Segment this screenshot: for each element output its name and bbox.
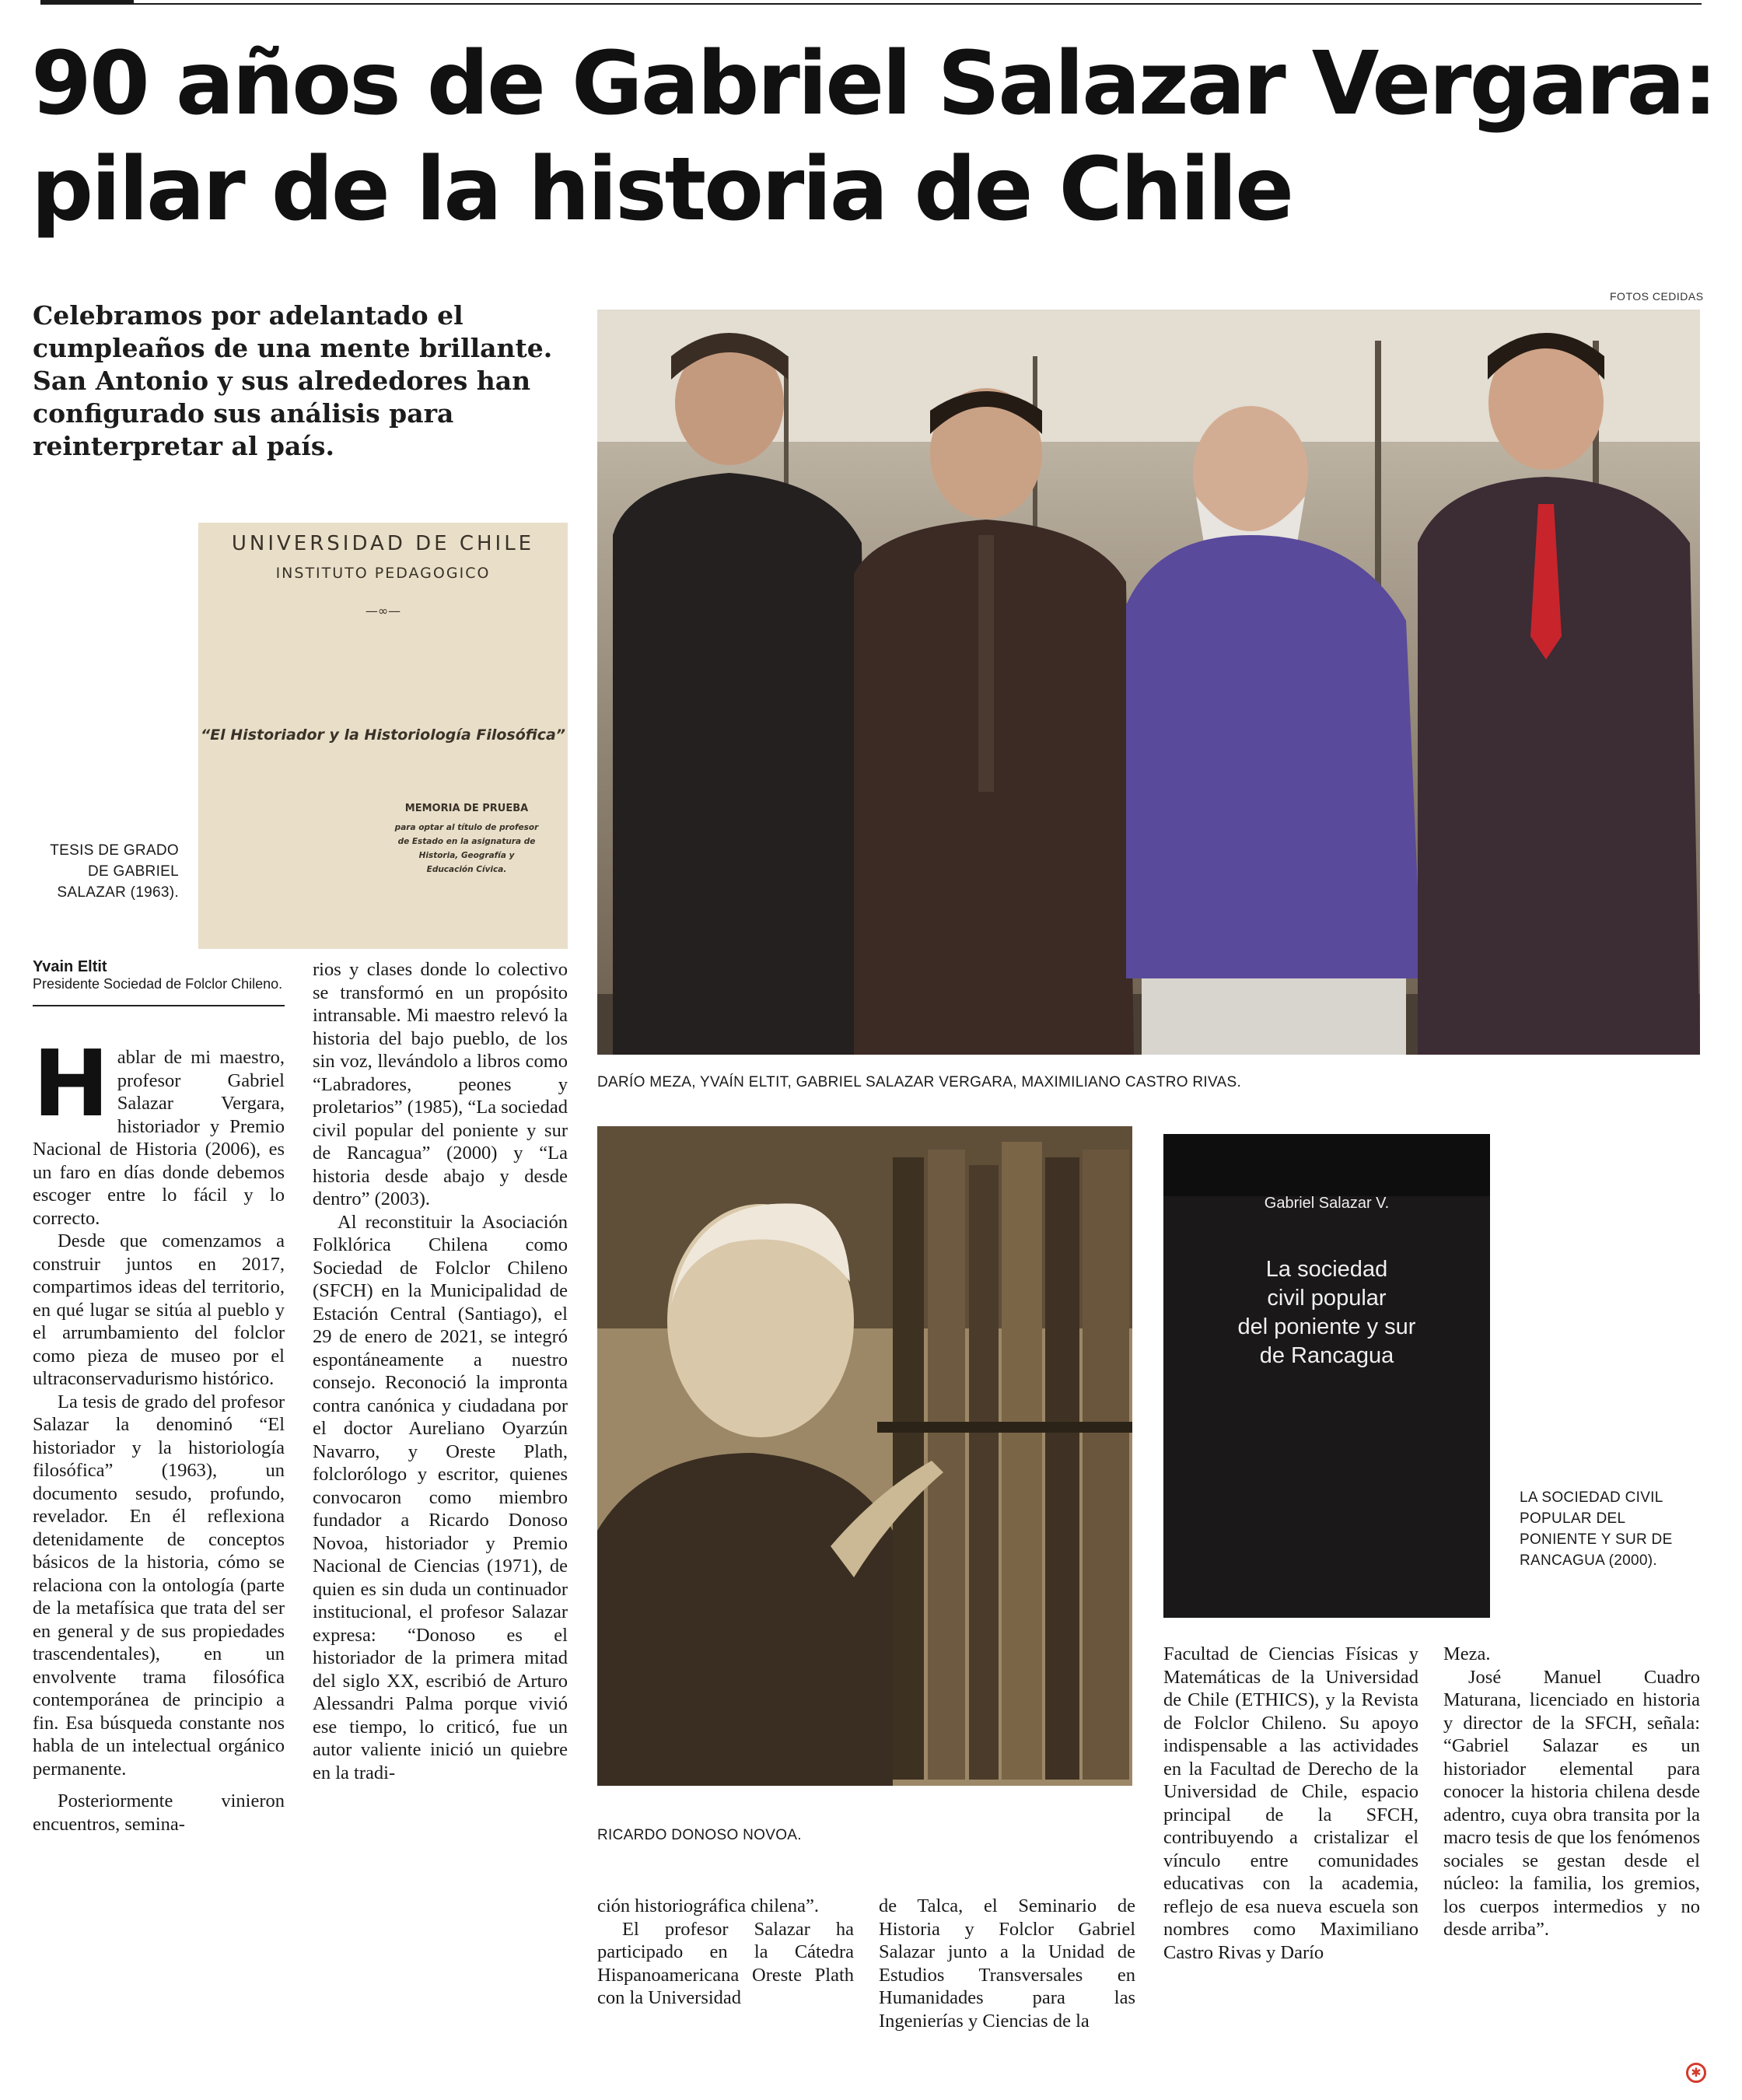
book-caption-line: PONIENTE Y SUR DE	[1520, 1531, 1673, 1548]
lede-line: reinterpretar al país.	[33, 431, 334, 461]
group-photo-caption: DARÍO MEZA, YVAÍN ELTIT, GABRIEL SALAZAR VERGARA, MAXIMILIANO CASTRO RIVAS.	[597, 1074, 1242, 1090]
article-paragraph: La tesis de grado del profesor Salazar la denominó “El historiador y la historiología filosófica” (1963), un documento sesudo, profundo, revelador. En él reflexiona detenidamente de conceptos básicos de la historia, cómo se relaciona con la ontología (parte de la metafísica que trata del ser en general y de sus propiedades trascendentales), en un envolvente trama filosófica contemporánea de principio a fin. Esa búsqueda constante nos habla de un intelectual orgánico permanente.	[33, 1391, 285, 1780]
photo-credit: FOTOS CEDIDAS	[1610, 290, 1704, 303]
thesis-purpose-line: Historia, Geografía y	[418, 851, 515, 860]
headline	[31, 31, 1719, 243]
book-title-line: civil popular	[1267, 1286, 1387, 1311]
group-photo-illustration	[597, 310, 1700, 1055]
book-caption-line: LA SOCIEDAD CIVIL	[1520, 1489, 1663, 1506]
author-name: Yvain Eltit	[33, 958, 107, 975]
thesis-cover-image	[198, 523, 568, 949]
donoso-photo	[597, 1126, 1132, 1786]
drop-cap: H	[33, 1030, 110, 1137]
article-paragraph	[33, 1030, 285, 1230]
thesis-ornament: —∞—	[365, 604, 401, 618]
thesis-university: UNIVERSIDAD DE CHILE	[231, 532, 535, 555]
book-caption-line: POPULAR DEL	[1520, 1510, 1626, 1527]
book-title-line: de Rancagua	[1259, 1343, 1394, 1368]
lede-line: cumpleaños de una mente brillante.	[33, 333, 553, 363]
lede-line: configurado sus análisis para	[33, 398, 454, 429]
thesis-caption-line: DE GABRIEL	[87, 863, 179, 880]
book-caption-line: RANCAGUA (2000).	[1520, 1552, 1657, 1569]
book-title-line: del poniente y sur	[1237, 1314, 1416, 1339]
thesis-purpose-line: de Estado en la asignatura de	[397, 837, 536, 846]
book-title-line: La sociedad	[1265, 1257, 1388, 1282]
article-paragraph: El profesor Salazar ha participado en la Cátedra Hispanoamericana Oreste Plath con la Universidad	[597, 1918, 854, 2008]
byline	[33, 958, 313, 992]
thesis-institute: INSTITUTO PEDAGOGICO	[275, 565, 491, 582]
article-paragraph: Posteriormente vinieron encuentros, semina-	[33, 1790, 285, 1835]
thesis-memoria: MEMORIA DE PRUEBA	[404, 803, 529, 814]
book-top-band	[1163, 1134, 1490, 1196]
thesis-caption-line: SALAZAR (1963).	[57, 884, 179, 901]
group-photo	[597, 310, 1700, 1055]
article-column-2	[313, 958, 568, 2090]
donoso-photo-illustration	[597, 1126, 1132, 1786]
article-paragraph: José Manuel Cuadro Maturana, licenciado en historia y director de la SFCH, señala: “Gabriel Salazar es un historiador elemental para conocer la historia chilena desde adentro, cuya obra transita por la macro tesis de que los fenómenos sociales se gestan desde el núcleo: la familia, los gremios, los cuerpos intermedios y no desde arriba”.	[1443, 1666, 1700, 1940]
article-column-3	[597, 1895, 854, 2089]
thesis-title: “El Historiador y la Historiología Filosófica”	[200, 726, 566, 744]
top-rule	[0, 0, 1742, 8]
author-role: Presidente Sociedad de Folclor Chileno.	[33, 976, 283, 992]
article-paragraph: rios y clases donde lo colectivo se transformó en un propósito intransable. Mi maestro relevó la historia del bajo pueblo, de los sin voz, llevándolo a libros como “Labradores, peones y proletarios” (1985), “La sociedad civil popular del poniente y sur de Rancagua” (2000) y “La historia desde abajo y desde dentro” (2003).	[313, 959, 568, 1209]
top-line	[134, 3, 1702, 5]
thesis-purpose-line: Educación Cívica.	[426, 865, 507, 874]
paragraph-text: ablar de mi maestro, profesor Gabriel Salazar Vergara, historiador y Premio Nacional de Historia (2006), es un faro en días donde debemos escoger entre lo fácil y lo correcto.	[33, 1047, 285, 1229]
article-paragraph: Desde que comenzamos a construir juntos en 2017, compartimos ideas del territorio, en qué lugar se sitúa al pueblo y el arrumbamiento del folclor como pieza de museo por el ultraconservadurismo histórico.	[33, 1230, 285, 1389]
article-paragraph: Al reconstituir la Asociación Folklórica Chilena como Sociedad de Folclor Chileno (SFCH) en la Municipalidad de Estación Central (Santiago), el 29 de enero de 2021, se integró espontáneamente a nuestro consejo. Reconoció la impronta contra canónica y ciudadana por el doctor Aureliano Oyarzún Navarro, y Oreste Plath, folclorólogo y escritor, quienes convocaron como miembro fundador a Ricardo Donoso Novoa, historiador y Premio Nacional de Ciencias (1971), de quien es sin duda un continuador institucional, el profesor Salazar expresa: “Donoso es el historiador de la primera mitad del siglo XX, escribió de Arturo Alessandri Palma porque vivió ese tiempo, lo criticó, fue un autor valiente inició un quiebre en la tradi-	[313, 1211, 568, 1783]
book-caption	[1520, 1487, 1706, 1571]
article-column-6	[1443, 1643, 1700, 2063]
headline-line-1: 90 años de Gabriel Salazar Vergara:	[31, 33, 1716, 135]
lede-line: San Antonio y sus alrededores han	[33, 366, 531, 396]
book-cover-image	[1163, 1134, 1490, 1618]
thesis-caption-line: TESIS DE GRADO	[50, 842, 179, 859]
thesis-caption	[23, 840, 179, 903]
book-title	[1210, 1255, 1443, 1370]
headline-line-2: pilar de la historia de Chile	[31, 139, 1293, 240]
article-paragraph: Meza.	[1443, 1643, 1491, 1664]
lede	[33, 299, 577, 463]
book-author: Gabriel Salazar V.	[1264, 1195, 1390, 1212]
donoso-caption: RICARDO DONOSO NOVOA.	[597, 1827, 802, 1843]
byline-rule	[33, 1005, 285, 1006]
article-column-1	[33, 1030, 285, 2088]
article-paragraph: Facultad de Ciencias Físicas y Matemáticas de la Universidad de Chile (ETHICS), y la Revista de Folclor Chileno. Su apoyo indispensable a las actividades en la Facultad de Derecho de la Universidad de Chile, espacio principal de la SFCH, contribuyendo a cristalizar el vínculo entre comunidades educativas con la academia, reflejo de esa nueva escuela son nombres como Maximiliano Castro Rivas y Darío	[1163, 1643, 1418, 1963]
lede-line: Celebramos por adelantado el	[33, 300, 463, 331]
article-paragraph: de Talca, el Seminario de Historia y Folclor Gabriel Salazar junto a la Unidad de Estudios Transversales en Humanidades para las Ingenierías y Ciencias de la	[879, 1895, 1135, 2032]
end-mark-icon: ✱	[1686, 2063, 1706, 2083]
article-column-4	[879, 1895, 1135, 2089]
article-paragraph: ción historiográfica chilena”.	[597, 1895, 820, 1916]
thesis-purpose-line: para optar al título de profesor	[394, 823, 539, 832]
section-tab	[40, 0, 134, 5]
article-column-5	[1163, 1643, 1418, 2090]
thesis-memoria-block	[389, 803, 544, 877]
